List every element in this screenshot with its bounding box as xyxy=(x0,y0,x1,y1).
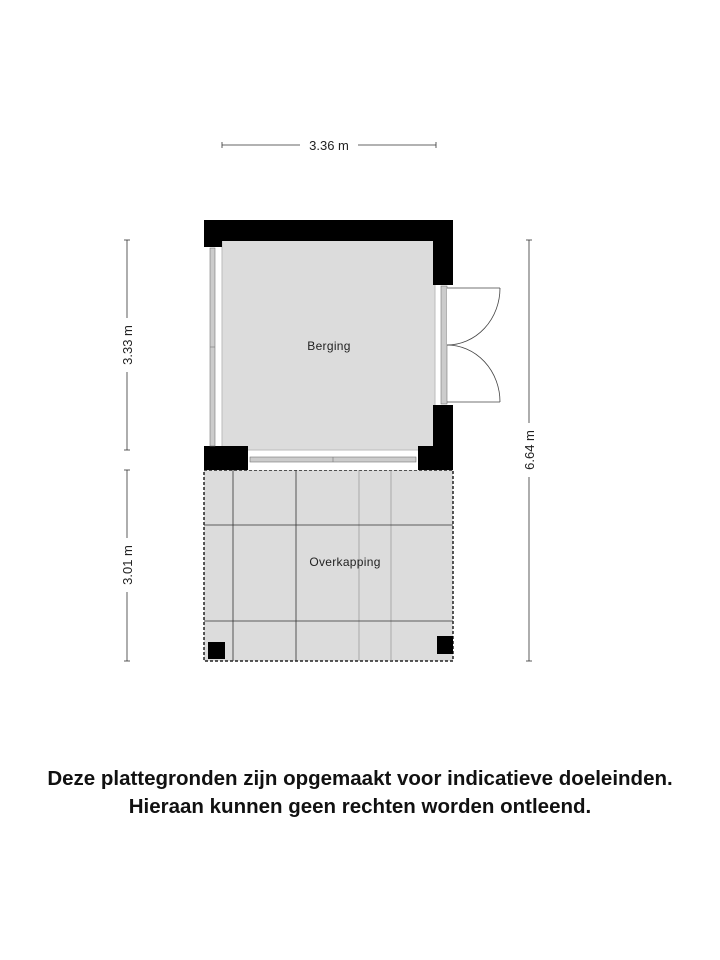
window-left xyxy=(210,248,215,446)
dimension-width-label: 3.36 m xyxy=(309,138,349,153)
dimension-left-lower-label: 3.01 m xyxy=(120,545,135,585)
disclaimer-line-1: Deze plattegronden zijn opgemaakt voor indicatieve doeleinden. xyxy=(47,767,673,790)
berging-room xyxy=(204,220,500,470)
room-label-berging: Berging xyxy=(307,339,351,353)
overkapping-area xyxy=(204,470,453,661)
window-bottom xyxy=(250,457,416,462)
dimension-right-label: 6.64 m xyxy=(522,430,537,470)
post-right xyxy=(437,636,453,654)
dimension-left-upper-label: 3.33 m xyxy=(120,325,135,365)
post-left xyxy=(208,642,225,659)
room-label-overkapping: Overkapping xyxy=(309,555,381,569)
disclaimer-line-2: Hieraan kunnen geen rechten worden ontleend. xyxy=(128,795,592,818)
